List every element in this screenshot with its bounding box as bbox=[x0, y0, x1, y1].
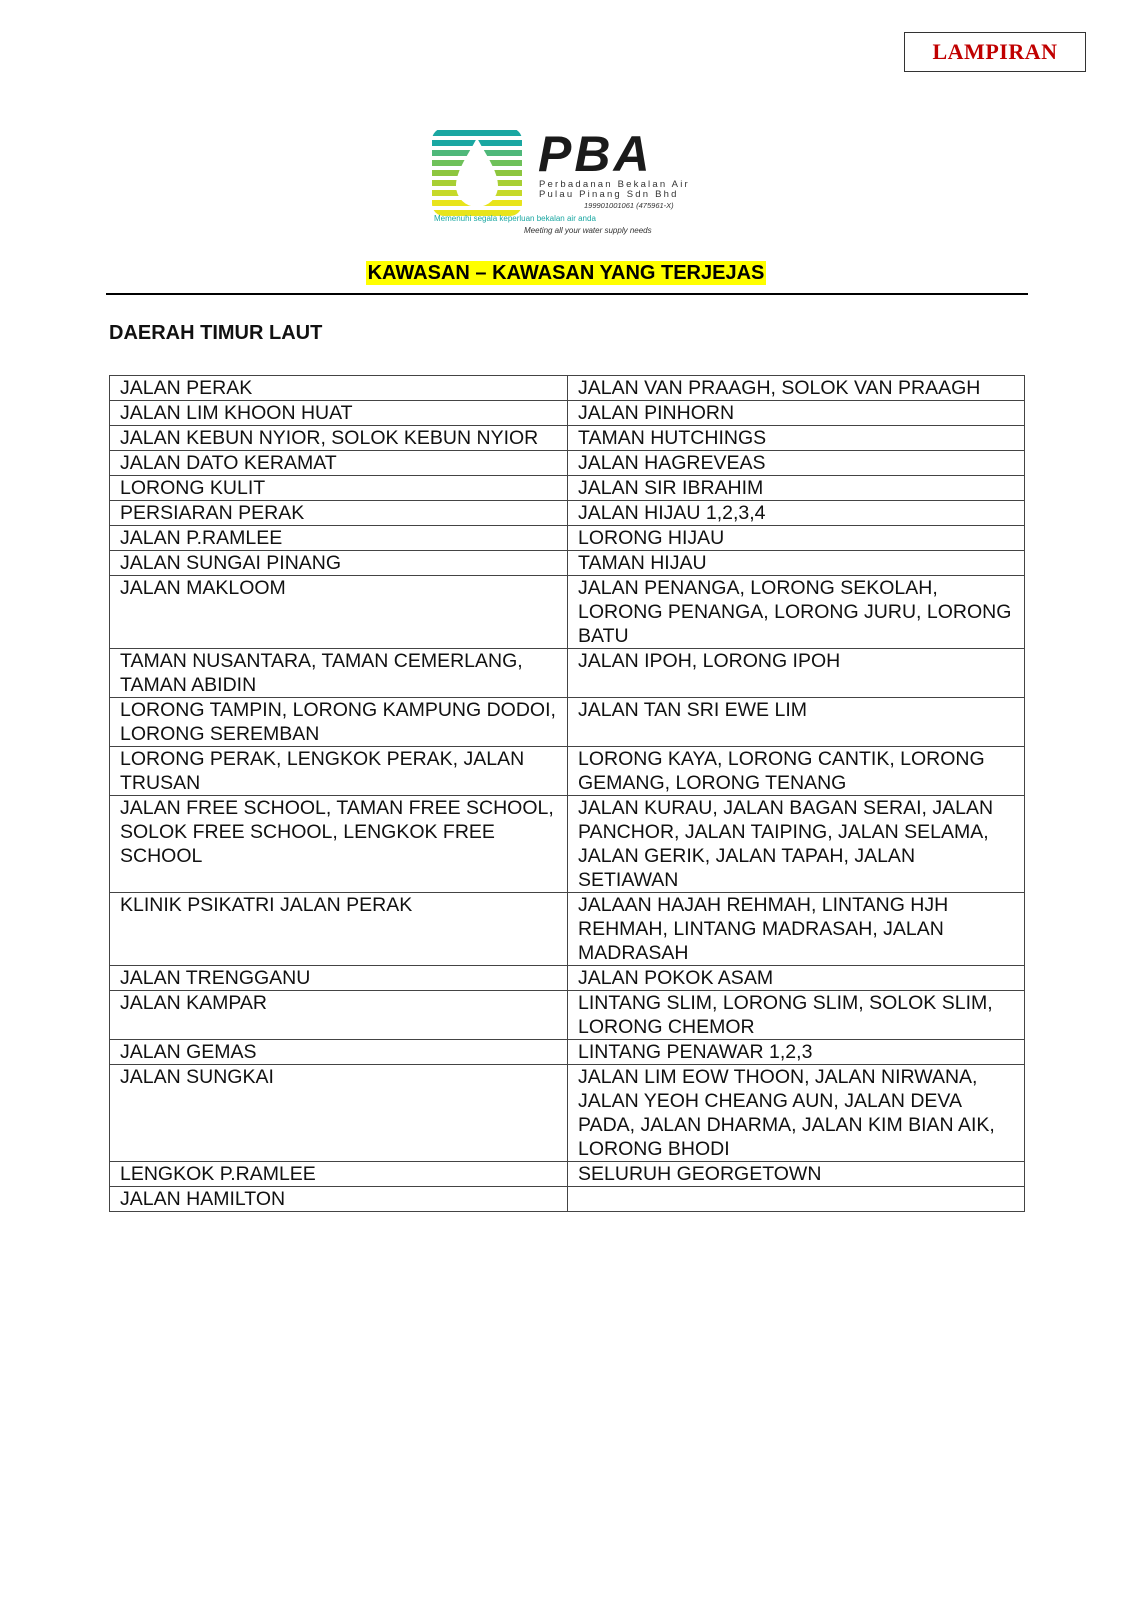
table-row bbox=[110, 1162, 1025, 1187]
affected-areas-table bbox=[109, 375, 1025, 1212]
area-cell-left: JALAN MAKLOOM bbox=[110, 576, 568, 649]
title-divider bbox=[106, 293, 1028, 295]
water-drop-logo-icon bbox=[432, 128, 522, 216]
area-cell-left: JALAN LIM KHOON HUAT bbox=[110, 401, 568, 426]
area-cell-right: JALAN IPOH, LORONG IPOH bbox=[568, 649, 1025, 698]
table-row bbox=[110, 451, 1025, 476]
table-row bbox=[110, 551, 1025, 576]
area-cell-right: JALAN HAGREVEAS bbox=[568, 451, 1025, 476]
area-cell-left: KLINIK PSIKATRI JALAN PERAK bbox=[110, 893, 568, 966]
table-row bbox=[110, 796, 1025, 893]
area-cell-left: LORONG PERAK, LENGKOK PERAK, JALAN TRUSAN bbox=[110, 747, 568, 796]
area-cell-right: TAMAN HIJAU bbox=[568, 551, 1025, 576]
area-cell-left: JALAN P.RAMLEE bbox=[110, 526, 568, 551]
table-row bbox=[110, 376, 1025, 401]
logo-company-line1: Perbadanan Bekalan Air bbox=[539, 179, 690, 190]
area-cell-right: JALAN SIR IBRAHIM bbox=[568, 476, 1025, 501]
area-cell-left: PERSIARAN PERAK bbox=[110, 501, 568, 526]
area-cell-right: LORONG KAYA, LORONG CANTIK, LORONG GEMANG, LORONG TENANG bbox=[568, 747, 1025, 796]
table-row bbox=[110, 1040, 1025, 1065]
table-row bbox=[110, 576, 1025, 649]
logo-company-name bbox=[539, 180, 690, 200]
table-row bbox=[110, 426, 1025, 451]
area-cell-left: JALAN DATO KERAMAT bbox=[110, 451, 568, 476]
area-cell-right: JALAAN HAJAH REHMAH, LINTANG HJH REHMAH, LINTANG MADRASAH, JALAN MADRASAH bbox=[568, 893, 1025, 966]
area-cell-right: JALAN VAN PRAAGH, SOLOK VAN PRAAGH bbox=[568, 376, 1025, 401]
area-cell-left: LENGKOK P.RAMLEE bbox=[110, 1162, 568, 1187]
area-cell-left: JALAN SUNGAI PINANG bbox=[110, 551, 568, 576]
area-cell-right: LINTANG PENAWAR 1,2,3 bbox=[568, 1040, 1025, 1065]
table-row bbox=[110, 991, 1025, 1040]
area-cell-left: LORONG TAMPIN, LORONG KAMPUNG DODOI, LORONG SEREMBAN bbox=[110, 698, 568, 747]
logo-company-line2: Pulau Pinang Sdn Bhd bbox=[539, 189, 679, 200]
area-cell-left: JALAN GEMAS bbox=[110, 1040, 568, 1065]
area-cell-right: JALAN LIM EOW THOON, JALAN NIRWANA, JALAN YEOH CHEANG AUN, JALAN DEVA PADA, JALAN DHARMA, JALAN KIM BIAN AIK, LORONG BHODI bbox=[568, 1065, 1025, 1162]
area-cell-left: TAMAN NUSANTARA, TAMAN CEMERLANG, TAMAN ABIDIN bbox=[110, 649, 568, 698]
area-cell-right: SELURUH GEORGETOWN bbox=[568, 1162, 1025, 1187]
district-heading: DAERAH TIMUR LAUT bbox=[109, 322, 323, 344]
area-cell-right: LINTANG SLIM, LORONG SLIM, SOLOK SLIM, LORONG CHEMOR bbox=[568, 991, 1025, 1040]
area-cell-right: JALAN KURAU, JALAN BAGAN SERAI, JALAN PANCHOR, JALAN TAIPING, JALAN SELAMA, JALAN GERIK, JALAN TAPAH, JALAN SETIAWAN bbox=[568, 796, 1025, 893]
table-row bbox=[110, 1187, 1025, 1212]
logo-tagline-english: Meeting all your water supply needs bbox=[524, 226, 652, 235]
table-row bbox=[110, 649, 1025, 698]
area-cell-left: JALAN HAMILTON bbox=[110, 1187, 568, 1212]
area-cell-right: JALAN PINHORN bbox=[568, 401, 1025, 426]
area-cell-left: JALAN TRENGGANU bbox=[110, 966, 568, 991]
area-cell-right bbox=[568, 1187, 1025, 1212]
area-cell-left: LORONG KULIT bbox=[110, 476, 568, 501]
area-cell-right: JALAN TAN SRI EWE LIM bbox=[568, 698, 1025, 747]
area-cell-left: JALAN KAMPAR bbox=[110, 991, 568, 1040]
table-row bbox=[110, 401, 1025, 426]
pba-logo bbox=[432, 124, 712, 242]
area-cell-right: TAMAN HUTCHINGS bbox=[568, 426, 1025, 451]
table-row bbox=[110, 698, 1025, 747]
area-cell-right: JALAN PENANGA, LORONG SEKOLAH, LORONG PENANGA, LORONG JURU, LORONG BATU bbox=[568, 576, 1025, 649]
area-cell-right: JALAN HIJAU 1,2,3,4 bbox=[568, 501, 1025, 526]
table-row bbox=[110, 747, 1025, 796]
area-cell-left: JALAN SUNGKAI bbox=[110, 1065, 568, 1162]
table-row bbox=[110, 476, 1025, 501]
logo-tagline-malay: Memenuhi segala keperluan bekalan air anda bbox=[434, 214, 596, 223]
logo-registration-number: 199901001061 (475961-X) bbox=[584, 201, 674, 210]
table-row bbox=[110, 893, 1025, 966]
area-cell-left: JALAN FREE SCHOOL, TAMAN FREE SCHOOL, SOLOK FREE SCHOOL, LENGKOK FREE SCHOOL bbox=[110, 796, 568, 893]
page-title bbox=[0, 262, 1132, 285]
logo-wordmark: PBA bbox=[538, 126, 653, 182]
area-cell-right: LORONG HIJAU bbox=[568, 526, 1025, 551]
table-row bbox=[110, 1065, 1025, 1162]
area-cell-left: JALAN KEBUN NYIOR, SOLOK KEBUN NYIOR bbox=[110, 426, 568, 451]
table-row bbox=[110, 526, 1025, 551]
page-title-text: KAWASAN – KAWASAN YANG TERJEJAS bbox=[367, 262, 765, 284]
lampiran-label: LAMPIRAN bbox=[904, 32, 1086, 72]
table-row bbox=[110, 966, 1025, 991]
area-cell-right: JALAN POKOK ASAM bbox=[568, 966, 1025, 991]
area-cell-left: JALAN PERAK bbox=[110, 376, 568, 401]
table-row bbox=[110, 501, 1025, 526]
